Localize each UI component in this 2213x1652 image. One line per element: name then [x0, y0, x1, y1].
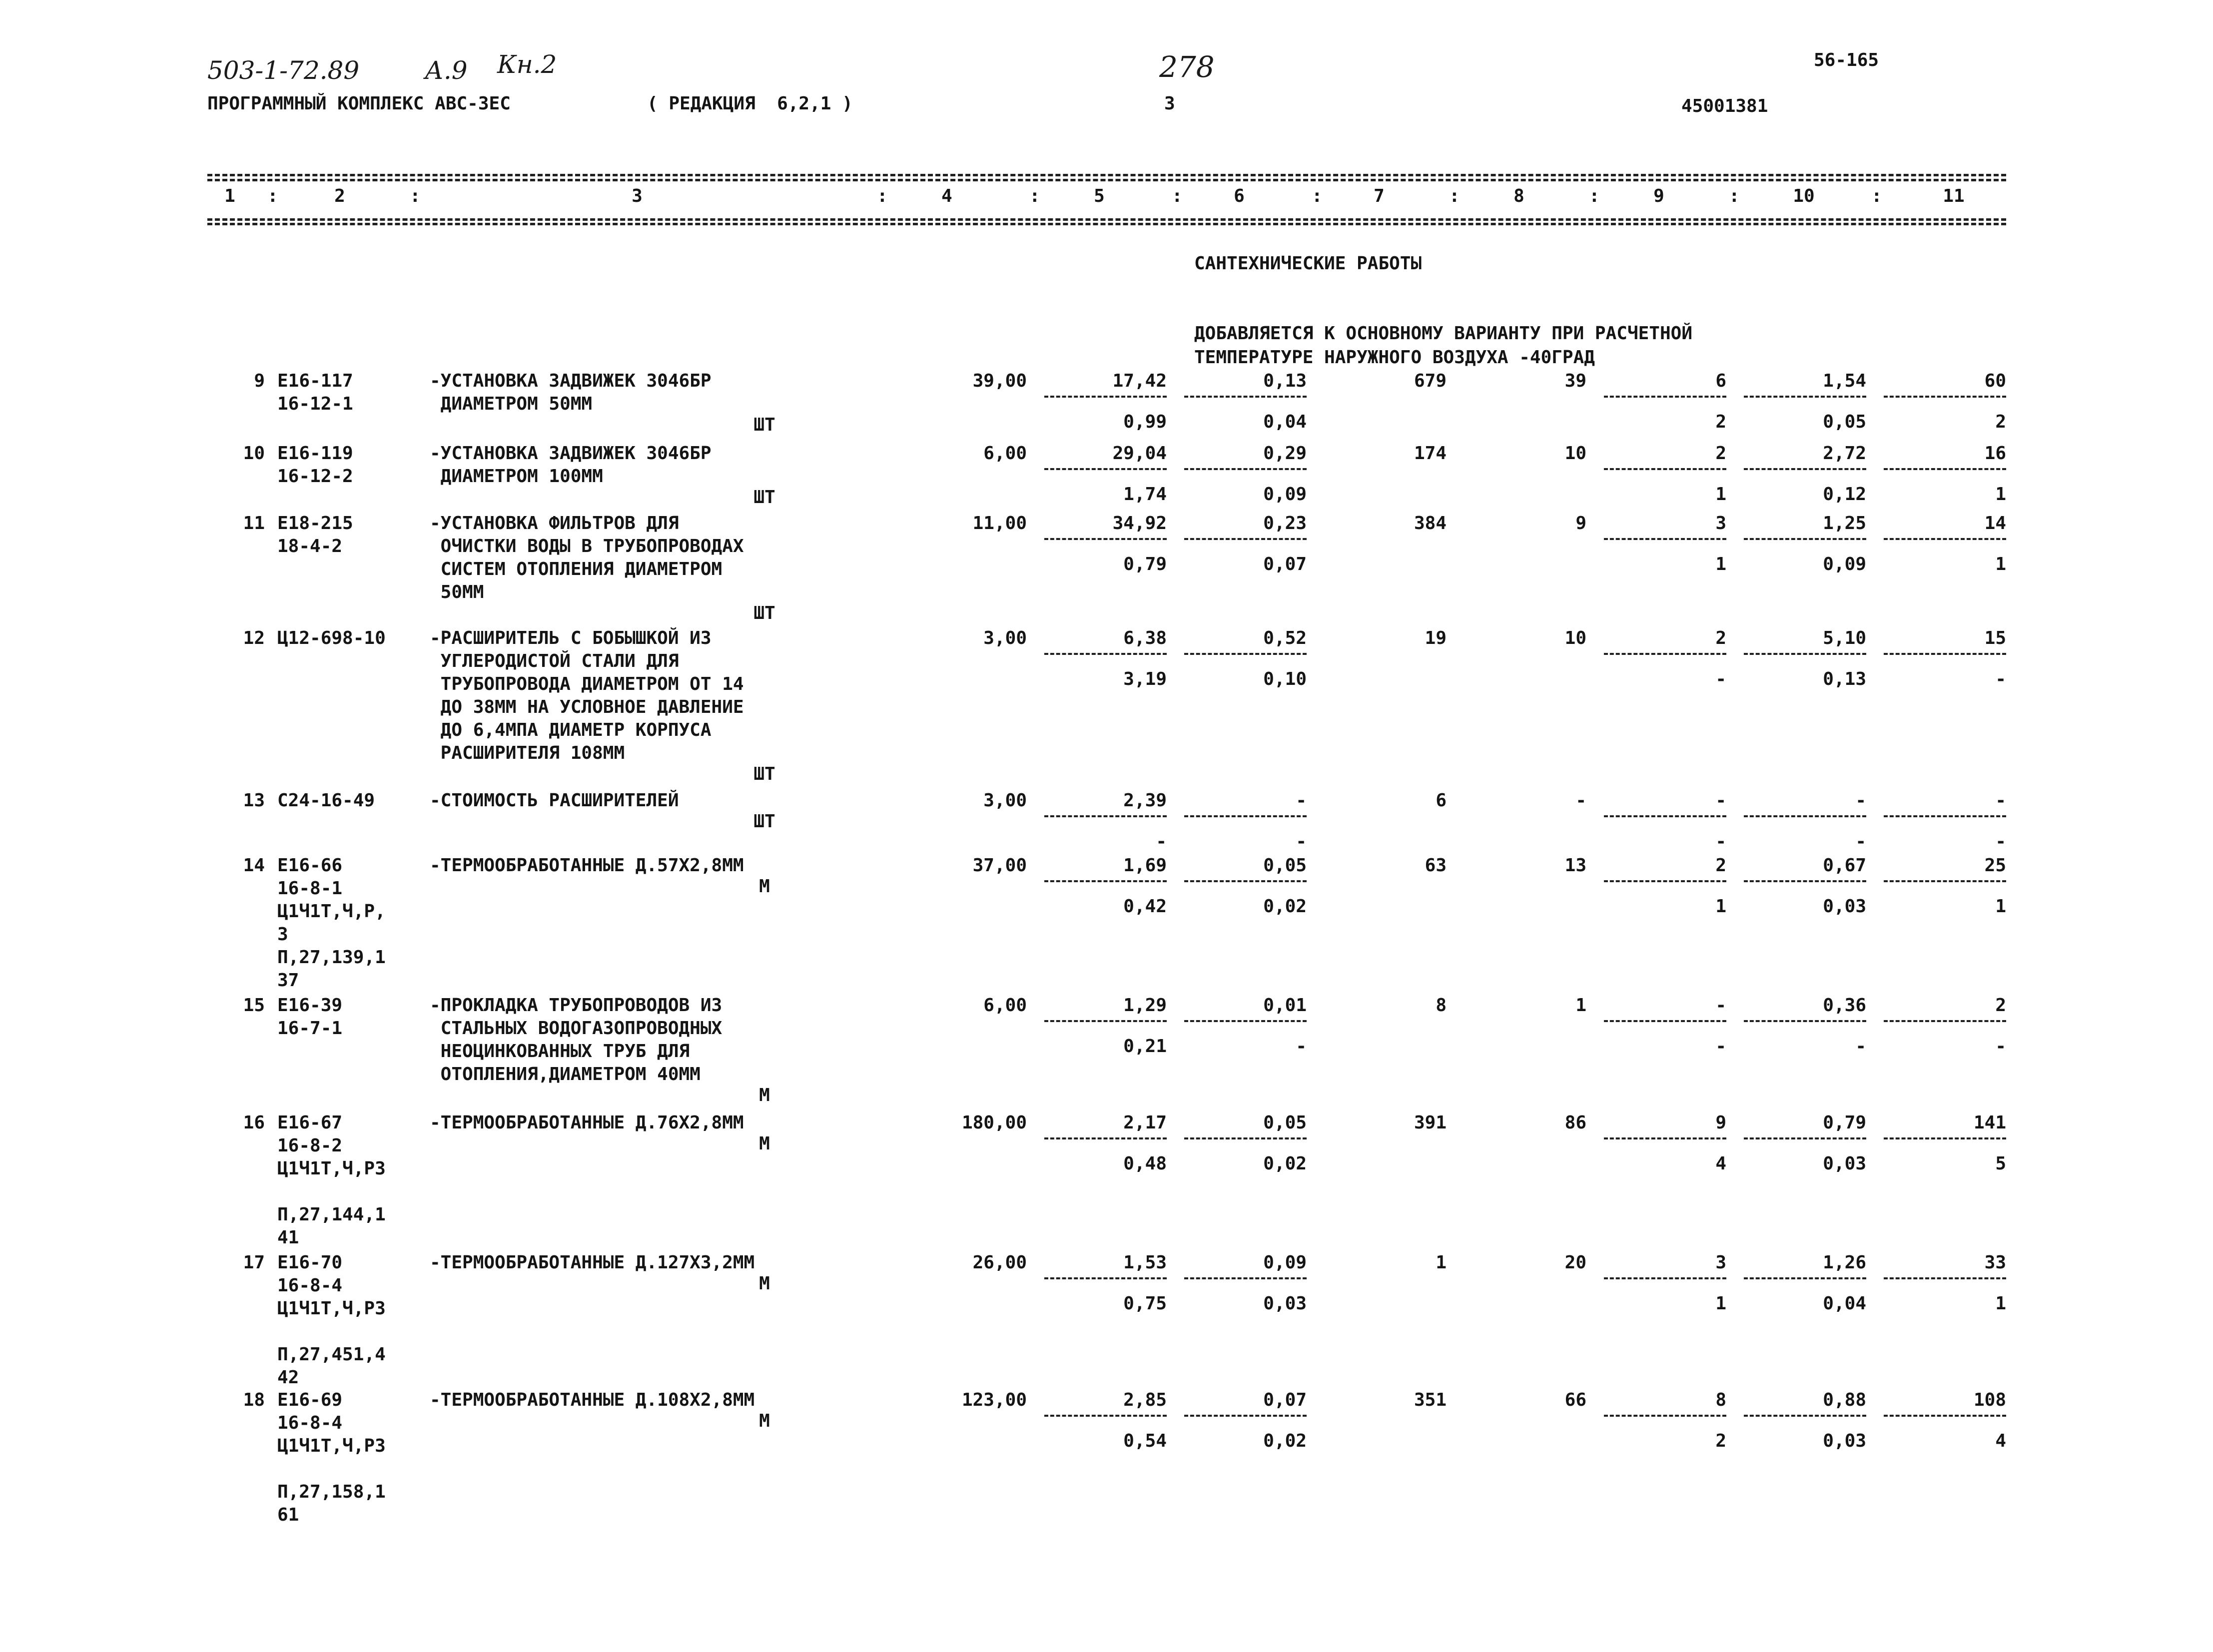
fraction-divider: [1044, 653, 1167, 655]
col-7-value: 384: [1414, 513, 1447, 534]
col-8-value: 66: [1564, 1390, 1586, 1410]
col-5-upper-value: 1,29: [1123, 995, 1167, 1016]
col-5-upper-value: 1,69: [1123, 855, 1167, 876]
col-6-lower-value: 0,10: [1263, 669, 1307, 689]
unit-of-measure: ШТ: [753, 415, 775, 435]
col-9-lower-value: -: [1715, 1036, 1726, 1057]
fraction-divider: [1184, 468, 1307, 470]
col-9-lower-value: 1: [1715, 1293, 1726, 1314]
fraction-divider: [1604, 1277, 1726, 1279]
column-separator: :: [1871, 186, 1882, 206]
fraction-divider: [1604, 1020, 1726, 1022]
unit-of-measure: М: [759, 1273, 770, 1294]
col-10-upper-value: 0,36: [1823, 995, 1866, 1016]
col-7-value: 6: [1436, 790, 1447, 811]
fraction-divider: [1044, 815, 1167, 817]
unit-of-measure: ШТ: [753, 811, 775, 832]
col-11-lower-value: 1: [1995, 1293, 2006, 1314]
unit-of-measure: ШТ: [753, 487, 775, 508]
work-description: -УСТАНОВКА ЗАДВИЖЕК 3046БР ДИАМЕТРОМ 100ММ: [430, 443, 712, 487]
column-header: 6: [1234, 186, 1245, 206]
col-9-upper-value: 2: [1715, 628, 1726, 648]
fraction-divider: [1744, 538, 1866, 540]
work-description: -УСТАНОВКА ЗАДВИЖЕК 3046БР ДИАМЕТРОМ 50ММ: [430, 371, 712, 414]
col-5-upper-value: 1,53: [1123, 1252, 1167, 1273]
work-description: -РАСШИРИТЕЛЬ С БОБЫШКОЙ ИЗ УГЛЕРОДИСТОЙ СТАЛИ ДЛЯ ТРУБОПРОВОДА ДИАМЕТРОМ ОТ 14 ДО 38ММ НА УСЛОВНОЕ ДАВЛЕНИЕ ДО 6,4МПА ДИАМЕТР КОРПУСА РАСШИРИТЕЛЯ 108ММ: [430, 628, 744, 763]
col-10-lower-value: 0,03: [1823, 896, 1866, 917]
row-number: 18: [243, 1390, 265, 1410]
col-6-upper-value: 0,23: [1263, 513, 1307, 534]
fraction-divider: [1884, 538, 2006, 540]
col-11-upper-value: 141: [1973, 1112, 2006, 1133]
col-8-value: 20: [1564, 1252, 1586, 1273]
fraction-divider: [1744, 468, 1866, 470]
fraction-divider: [1044, 1277, 1167, 1279]
col-9-lower-value: -: [1715, 831, 1726, 852]
col-9-upper-value: 8: [1715, 1390, 1726, 1410]
col-11-lower-value: 2: [1995, 412, 2006, 432]
col-11-upper-value: 33: [1984, 1252, 2006, 1273]
quantity: 11,00: [972, 513, 1027, 534]
work-description: -СТОИМОСТЬ РАСШИРИТЕЛЕЙ: [430, 790, 679, 811]
work-description: -УСТАНОВКА ФИЛЬТРОВ ДЛЯ ОЧИСТКИ ВОДЫ В ТРУБОПРОВОДАХ СИСТЕМ ОТОПЛЕНИЯ ДИАМЕТРОМ 50ММ: [430, 513, 744, 602]
section-title: САНТЕХНИЧЕСКИЕ РАБОТЫ: [1194, 253, 1422, 274]
quantity: 6,00: [983, 995, 1027, 1016]
fraction-divider: [1884, 653, 2006, 655]
col-11-upper-value: -: [1995, 790, 2006, 811]
col-6-lower-value: 0,03: [1263, 1293, 1307, 1314]
col-11-lower-value: 4: [1995, 1431, 2006, 1451]
fraction-divider: [1604, 1137, 1726, 1139]
rate-code: Е16-66 16-8-1 Ц1Ч1Т,Ч,Р, 3 П,27,139,1 37: [277, 855, 386, 991]
fraction-divider: [1044, 538, 1167, 540]
col-10-lower-value: 0,03: [1823, 1153, 1866, 1174]
col-5-upper-value: 2,39: [1123, 790, 1167, 811]
column-header: 1: [224, 186, 235, 206]
quantity: 3,00: [983, 628, 1027, 648]
col-9-lower-value: 2: [1715, 1431, 1726, 1451]
col-9-upper-value: 2: [1715, 855, 1726, 876]
col-8-value: 39: [1564, 371, 1586, 391]
col-10-lower-value: 0,03: [1823, 1431, 1866, 1451]
col-10-upper-value: 1,25: [1823, 513, 1866, 534]
album-mark: А.9: [425, 56, 468, 85]
col-11-upper-value: 15: [1984, 628, 2006, 648]
book-mark: Кн.2: [497, 50, 557, 79]
col-6-upper-value: 0,05: [1263, 855, 1307, 876]
fraction-divider: [1604, 815, 1726, 817]
rate-code: Е16-117 16-12-1: [277, 371, 353, 414]
col-10-upper-value: 0,79: [1823, 1112, 1866, 1133]
col-11-lower-value: 1: [1995, 484, 2006, 505]
rate-code: Е16-119 16-12-2: [277, 443, 353, 487]
column-header: 10: [1793, 186, 1815, 206]
rate-code: Е16-69 16-8-4 Ц1Ч1Т,Ч,Р3 П,27,158,1 61: [277, 1390, 386, 1525]
col-6-lower-value: 0,07: [1263, 554, 1307, 574]
col-5-lower-value: 0,75: [1123, 1293, 1167, 1314]
fraction-divider: [1744, 653, 1866, 655]
col-6-lower-value: 0,04: [1263, 412, 1307, 432]
column-header: 9: [1653, 186, 1664, 206]
col-6-upper-value: 0,05: [1263, 1112, 1307, 1133]
fraction-divider: [1744, 880, 1866, 882]
col-5-lower-value: 0,99: [1123, 412, 1167, 432]
fraction-divider: [1044, 468, 1167, 470]
column-header: 7: [1374, 186, 1385, 206]
work-description: -ТЕРМООБРАБОТАННЫЕ Д.76Х2,8ММ: [430, 1112, 744, 1133]
row-number: 9: [254, 371, 265, 391]
col-11-upper-value: 108: [1973, 1390, 2006, 1410]
col-5-upper-value: 2,17: [1123, 1112, 1167, 1133]
row-number: 11: [243, 513, 265, 534]
column-separator: :: [1029, 186, 1040, 206]
col-10-upper-value: 1,26: [1823, 1252, 1866, 1273]
row-number: 15: [243, 995, 265, 1016]
col-9-lower-value: 4: [1715, 1153, 1726, 1174]
col-8-value: 9: [1575, 513, 1586, 534]
col-11-lower-value: 5: [1995, 1153, 2006, 1174]
unit-of-measure: М: [759, 1085, 770, 1105]
column-header: 3: [632, 186, 643, 206]
work-description: -ТЕРМООБРАБОТАННЫЕ Д.57Х2,8ММ: [430, 855, 744, 876]
section-note: ДОБАВЛЯЕТСЯ К ОСНОВНОМУ ВАРИАНТУ ПРИ РАСЧЕТНОЙ ТЕМПЕРАТУРЕ НАРУЖНОГО ВОЗДУХА -40ГРАД: [1194, 323, 1692, 368]
col-5-lower-value: -: [1156, 831, 1167, 852]
fraction-divider: [1604, 880, 1726, 882]
column-separator: :: [1312, 186, 1323, 206]
col-10-upper-value: 0,88: [1823, 1390, 1866, 1410]
quantity: 123,00: [961, 1390, 1027, 1410]
col-6-lower-value: -: [1296, 1036, 1307, 1057]
col-9-lower-value: -: [1715, 669, 1726, 689]
col-10-upper-value: 5,10: [1823, 628, 1866, 648]
fraction-divider: [1884, 1020, 2006, 1022]
col-6-upper-value: 0,29: [1263, 443, 1307, 464]
col-9-upper-value: 3: [1715, 1252, 1726, 1273]
col-8-value: 1: [1575, 995, 1586, 1016]
program-name: ПРОГРАММНЫЙ КОМПЛЕКС АВС-3ЕС: [207, 93, 511, 114]
row-number: 10: [243, 443, 265, 464]
col-9-upper-value: 6: [1715, 371, 1726, 391]
col-10-upper-value: 1,54: [1823, 371, 1866, 391]
work-description: -ТЕРМООБРАБОТАННЫЕ Д.127Х3,2ММ: [430, 1252, 755, 1273]
col-7-value: 351: [1414, 1390, 1447, 1410]
fraction-divider: [1884, 1415, 2006, 1417]
col-11-upper-value: 60: [1984, 371, 2006, 391]
column-header: 2: [334, 186, 345, 206]
col-11-lower-value: -: [1995, 1036, 2006, 1057]
col-5-lower-value: 0,42: [1123, 896, 1167, 917]
quantity: 39,00: [972, 371, 1027, 391]
column-separator: :: [1172, 186, 1183, 206]
fraction-divider: [1044, 1020, 1167, 1022]
row-number: 14: [243, 855, 265, 876]
sheet-number: 3: [1164, 93, 1175, 114]
quantity: 37,00: [972, 855, 1027, 876]
col-6-upper-value: 0,13: [1263, 371, 1307, 391]
unit-of-measure: М: [759, 876, 770, 897]
col-9-lower-value: 1: [1715, 554, 1726, 574]
col-7-value: 63: [1425, 855, 1447, 876]
col-9-upper-value: 2: [1715, 443, 1726, 464]
row-number: 17: [243, 1252, 265, 1273]
col-8-value: -: [1575, 790, 1586, 811]
col-6-upper-value: -: [1296, 790, 1307, 811]
col-7-value: 174: [1414, 443, 1447, 464]
col-7-value: 19: [1425, 628, 1447, 648]
fraction-divider: [1744, 1020, 1866, 1022]
col-10-upper-value: 0,67: [1823, 855, 1866, 876]
col-11-upper-value: 14: [1984, 513, 2006, 534]
fraction-divider: [1044, 396, 1167, 398]
quantity: 26,00: [972, 1252, 1027, 1273]
col-11-lower-value: 1: [1995, 554, 2006, 574]
document-code: 45001381: [1681, 96, 1768, 116]
col-6-lower-value: 0,02: [1263, 1431, 1307, 1451]
col-10-lower-value: 0,09: [1823, 554, 1866, 574]
fraction-divider: [1604, 538, 1726, 540]
col-8-value: 10: [1564, 628, 1586, 648]
program-edition: ( РЕДАКЦИЯ 6,2,1 ): [647, 93, 853, 114]
col-11-lower-value: 1: [1995, 896, 2006, 917]
column-header: 11: [1943, 186, 1965, 206]
col-5-upper-value: 2,85: [1123, 1390, 1167, 1410]
col-10-lower-value: -: [1855, 831, 1866, 852]
unit-of-measure: М: [759, 1133, 770, 1154]
col-5-upper-value: 34,92: [1112, 513, 1167, 534]
col-9-upper-value: 3: [1715, 513, 1726, 534]
col-9-upper-value: -: [1715, 790, 1726, 811]
col-5-lower-value: 1,74: [1123, 484, 1167, 505]
row-number: 16: [243, 1112, 265, 1133]
fraction-divider: [1604, 468, 1726, 470]
fraction-divider: [1604, 396, 1726, 398]
fraction-divider: [1184, 1020, 1307, 1022]
col-9-upper-value: 9: [1715, 1112, 1726, 1133]
row-number: 13: [243, 790, 265, 811]
col-9-lower-value: 2: [1715, 412, 1726, 432]
column-separator: :: [1729, 186, 1740, 206]
quantity: 6,00: [983, 443, 1027, 464]
page-number-handwritten: 278: [1159, 50, 1215, 84]
column-separator: :: [1449, 186, 1460, 206]
col-9-upper-value: -: [1715, 995, 1726, 1016]
col-10-lower-value: 0,04: [1823, 1293, 1866, 1314]
fraction-divider: [1184, 396, 1307, 398]
header-top-rule: [207, 174, 2006, 176]
col-5-lower-value: 0,48: [1123, 1153, 1167, 1174]
fraction-divider: [1184, 880, 1307, 882]
col-6-lower-value: 0,02: [1263, 1153, 1307, 1174]
column-header: 8: [1513, 186, 1524, 206]
fraction-divider: [1884, 396, 2006, 398]
col-8-value: 86: [1564, 1112, 1586, 1133]
col-11-upper-value: 25: [1984, 855, 2006, 876]
col-10-upper-value: -: [1855, 790, 1866, 811]
rate-code: С24-16-49: [277, 790, 375, 811]
col-10-lower-value: 0,13: [1823, 669, 1866, 689]
column-header-row: [0, 185, 2213, 210]
col-11-lower-value: -: [1995, 831, 2006, 852]
fraction-divider: [1184, 538, 1307, 540]
rate-code: Ц12-698-10: [277, 628, 386, 648]
col-6-upper-value: 0,01: [1263, 995, 1307, 1016]
col-6-lower-value: 0,02: [1263, 896, 1307, 917]
fraction-divider: [1044, 880, 1167, 882]
quantity: 180,00: [961, 1112, 1027, 1133]
rate-code: Е16-67 16-8-2 Ц1Ч1Т,Ч,Р3 П,27,144,1 41: [277, 1112, 386, 1248]
work-description: -ТЕРМООБРАБОТАННЫЕ Д.108Х2,8ММ: [430, 1390, 755, 1410]
col-5-lower-value: 0,79: [1123, 554, 1167, 574]
fraction-divider: [1744, 1415, 1866, 1417]
unit-of-measure: ШТ: [753, 603, 775, 623]
col-10-lower-value: 0,12: [1823, 484, 1866, 505]
fraction-divider: [1884, 880, 2006, 882]
fraction-divider: [1744, 1137, 1866, 1139]
col-7-value: 679: [1414, 371, 1447, 391]
fraction-divider: [1884, 1277, 2006, 1279]
fraction-divider: [1884, 468, 2006, 470]
unit-of-measure: ШТ: [753, 764, 775, 784]
column-separator: :: [410, 186, 421, 206]
header-bottom-rule: [207, 218, 2006, 221]
fraction-divider: [1604, 653, 1726, 655]
col-5-upper-value: 6,38: [1123, 628, 1167, 648]
fraction-divider: [1744, 815, 1866, 817]
row-number: 12: [243, 628, 265, 648]
fraction-divider: [1604, 1415, 1726, 1417]
header-bottom-rule-2: [207, 223, 2006, 225]
col-10-lower-value: 0,05: [1823, 412, 1866, 432]
fraction-divider: [1744, 396, 1866, 398]
col-9-lower-value: 1: [1715, 896, 1726, 917]
unit-of-measure: М: [759, 1411, 770, 1431]
col-11-upper-value: 2: [1995, 995, 2006, 1016]
col-5-upper-value: 17,42: [1112, 371, 1167, 391]
fraction-divider: [1044, 1415, 1167, 1417]
document-number: 56-165: [1814, 50, 1879, 70]
col-7-value: 8: [1436, 995, 1447, 1016]
header-top-rule-2: [207, 179, 2006, 181]
col-5-lower-value: 0,21: [1123, 1036, 1167, 1057]
col-10-lower-value: -: [1855, 1036, 1866, 1057]
col-6-lower-value: 0,09: [1263, 484, 1307, 505]
col-11-lower-value: -: [1995, 669, 2006, 689]
stamp-number: 503-1-72.89: [207, 56, 360, 85]
column-header: 5: [1094, 186, 1105, 206]
col-6-lower-value: -: [1296, 831, 1307, 852]
fraction-divider: [1044, 1137, 1167, 1139]
column-separator: :: [1589, 186, 1600, 206]
fraction-divider: [1184, 1137, 1307, 1139]
col-8-value: 10: [1564, 443, 1586, 464]
col-8-value: 13: [1564, 855, 1586, 876]
fraction-divider: [1884, 815, 2006, 817]
col-11-upper-value: 16: [1984, 443, 2006, 464]
fraction-divider: [1744, 1277, 1866, 1279]
fraction-divider: [1184, 1415, 1307, 1417]
col-6-upper-value: 0,09: [1263, 1252, 1307, 1273]
col-10-upper-value: 2,72: [1823, 443, 1866, 464]
column-header: 4: [941, 186, 952, 206]
fraction-divider: [1184, 653, 1307, 655]
fraction-divider: [1184, 815, 1307, 817]
col-7-value: 1: [1436, 1252, 1447, 1273]
column-separator: :: [267, 186, 278, 206]
col-6-upper-value: 0,07: [1263, 1390, 1307, 1410]
col-6-upper-value: 0,52: [1263, 628, 1307, 648]
col-9-lower-value: 1: [1715, 484, 1726, 505]
fraction-divider: [1184, 1277, 1307, 1279]
col-5-lower-value: 3,19: [1123, 669, 1167, 689]
rate-code: Е18-215 18-4-2: [277, 513, 353, 556]
col-5-lower-value: 0,54: [1123, 1431, 1167, 1451]
quantity: 3,00: [983, 790, 1027, 811]
col-5-upper-value: 29,04: [1112, 443, 1167, 464]
fraction-divider: [1884, 1137, 2006, 1139]
work-description: -ПРОКЛАДКА ТРУБОПРОВОДОВ ИЗ СТАЛЬНЫХ ВОДОГАЗОПРОВОДНЫХ НЕОЦИНКОВАННЫХ ТРУБ ДЛЯ ОТОПЛЕНИЯ,ДИАМЕТРОМ 40ММ: [430, 995, 723, 1085]
rate-code: Е16-39 16-7-1: [277, 995, 343, 1039]
column-separator: :: [877, 186, 888, 206]
col-7-value: 391: [1414, 1112, 1447, 1133]
rate-code: Е16-70 16-8-4 Ц1Ч1Т,Ч,Р3 П,27,451,4 42: [277, 1252, 386, 1388]
